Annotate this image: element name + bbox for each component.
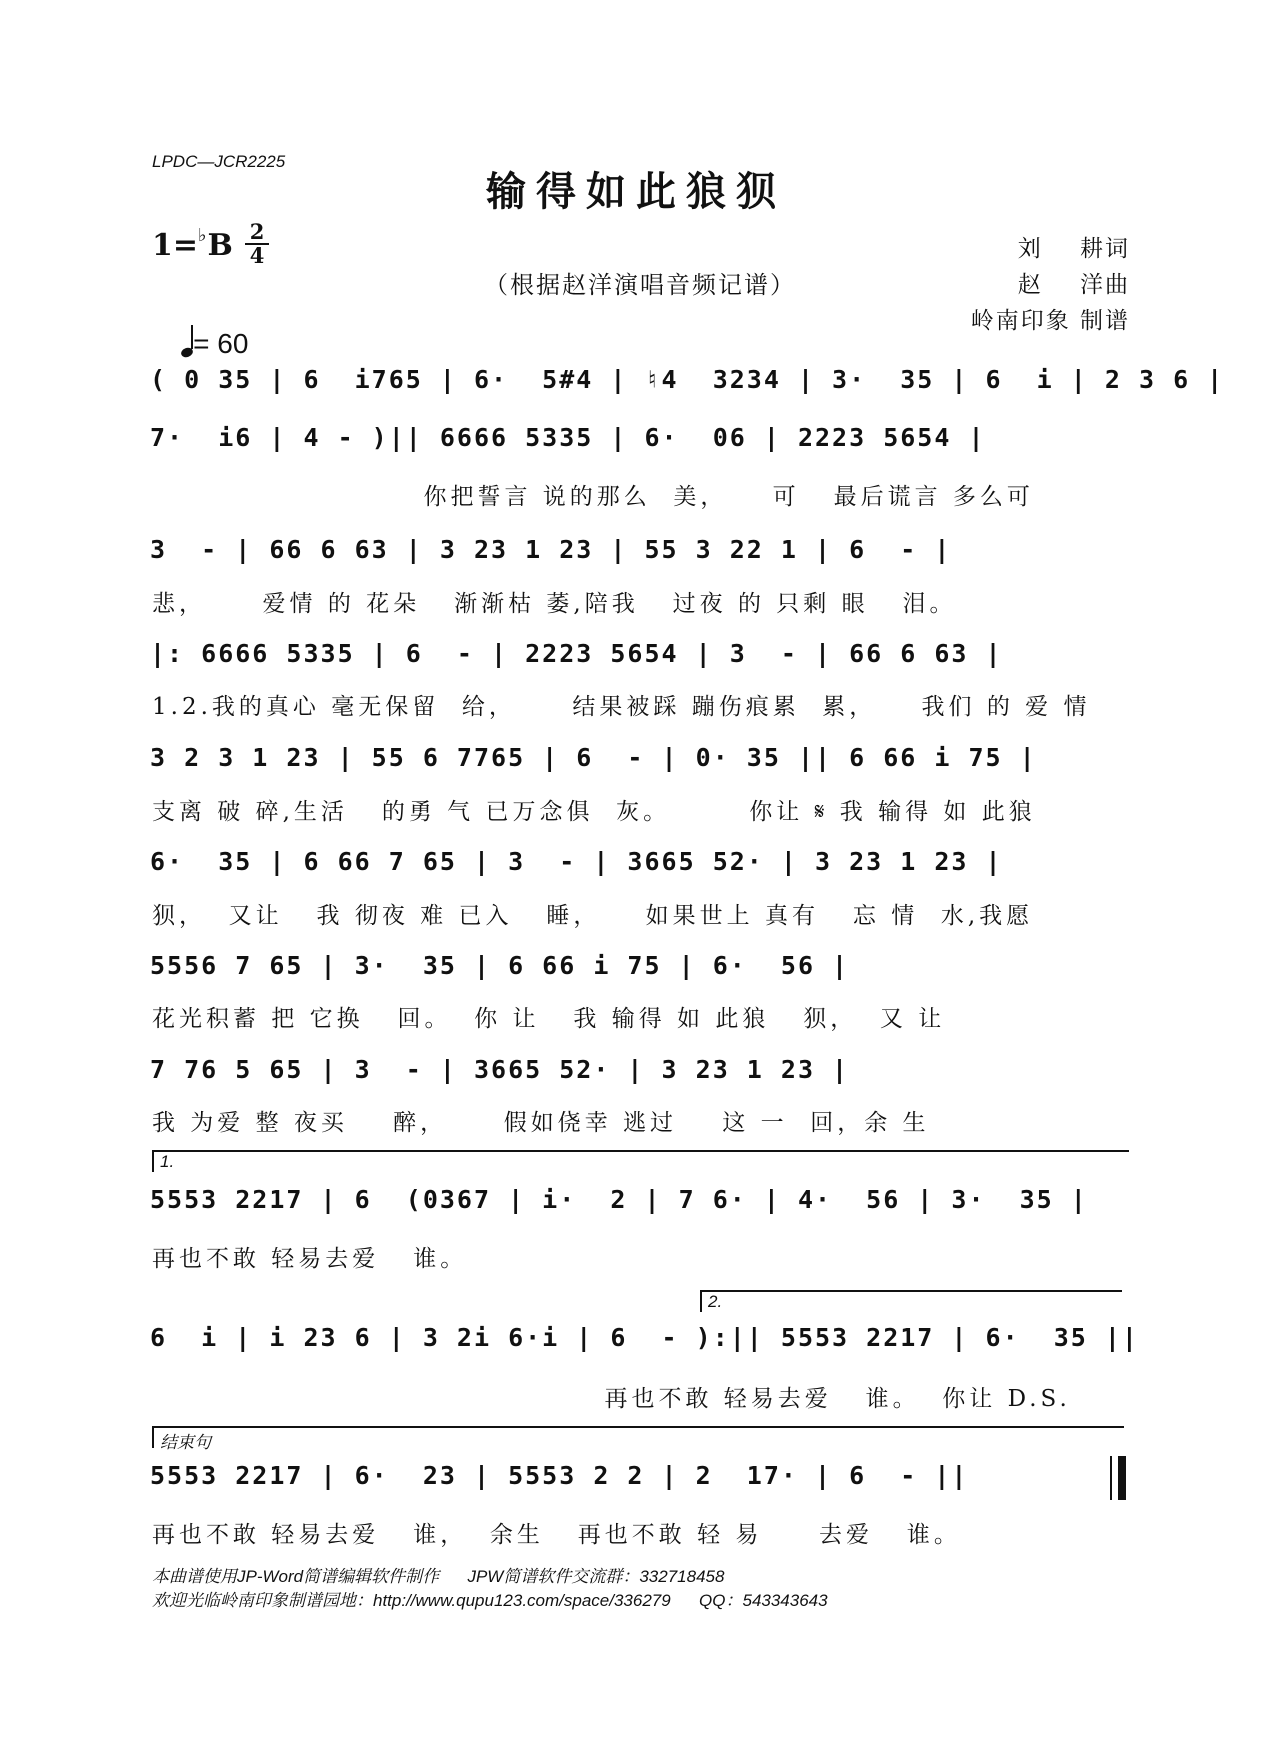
footer-line-2: 欢迎光临岭南印象制谱园地：http://www.qupu123.com/space/336279 QQ：543343643 xyxy=(152,1591,828,1610)
lyrics-row-6: 狈， 又让 我 彻夜 难 已入 睡， 如果世上 真有 忘 情 水,我愿 xyxy=(152,903,1034,929)
music-row-6: 6· 35 | 6 66 7 65 | 3 - | 3665 52· | 3 23 1 23 | xyxy=(150,847,1003,876)
volta-second-ending: 2. xyxy=(700,1290,1122,1312)
music-row-10: 6 i | i 23 6 | 3 2i 6·i | 6 - ):|| 5553 2217 | 6· 35 || xyxy=(150,1323,1139,1352)
music-row-3: 3 - | 66 6 63 | 3 23 1 23 | 55 3 22 1 | 6 - | xyxy=(150,535,952,564)
lyrics-row-3: 悲， 爱情 的 花朵 渐渐枯 萎,陪我 过夜 的 只剩 眼 泪。 xyxy=(152,591,957,617)
music-row-4: |: 6666 5335 | 6 - | 2223 5654 | 3 - | 66 6 63 | xyxy=(150,639,1003,668)
lyrics-row-7: 花光积蓄 把 它换 回。 你 让 我 输得 如 此狼 狈， 又 让 xyxy=(152,1006,946,1032)
music-row-2: 7· i6 | 4 - )|| 6666 5335 | 6· 06 | 2223 5654 | xyxy=(150,423,986,452)
tempo-mark: = 60 xyxy=(150,296,248,392)
volta-first-ending: 1. xyxy=(152,1150,1129,1172)
lyrics-row-5: 支离 破 碎,生活 的勇 气 已万念俱 灰。 你让 𝄋 我 输得 如 此狼 xyxy=(152,799,1036,825)
time-signature: 2 4 xyxy=(245,221,269,267)
song-title: 输得如此狼狈 xyxy=(486,168,786,215)
music-row-9: 5553 2217 | 6 (0367 | i· 2 | 7 6· | 4· 56 | 3· 35 | xyxy=(150,1185,1088,1214)
lyrics-row-8: 我 为爱 整 夜买 醉， 假如侥幸 逃过 这 一 回，余 生 xyxy=(152,1110,930,1136)
music-row-5: 3 2 3 1 23 | 55 6 7765 | 6 - | 0· 35 || 6 66 i 75 | xyxy=(150,743,1037,772)
credit-composer: 赵 洋曲 xyxy=(1017,272,1130,298)
credit-engraver: 岭南印象 制谱 xyxy=(970,308,1130,334)
lyrics-row-2: 你把誓言 说的那么 美， 可 最后谎言 多么可 xyxy=(152,484,1034,510)
final-barline xyxy=(1118,1456,1126,1500)
score-code: LPDC—JCR2225 xyxy=(152,152,286,171)
music-row-1: ( 0 35 | 6 i765 | 6· 5#4 | ♮4 3234 | 3· 35 | 6 i | 2 3 6 | xyxy=(150,365,1225,394)
lyrics-row-11: 再也不敢 轻易去爱 谁， 余生 再也不敢 轻 易 去爱 谁。 xyxy=(152,1522,961,1548)
credit-lyricist: 刘 耕词 xyxy=(1017,236,1130,262)
lyrics-row-9: 再也不敢 轻易去爱 谁。 xyxy=(152,1246,468,1272)
subtitle: （根据赵洋演唱音频记谱） xyxy=(484,271,796,299)
key-signature: 1=♭B xyxy=(152,225,233,263)
footer-line-1: 本曲谱使用JP-Word简谱编辑软件制作 JPW简谱软件交流群：332718458 xyxy=(152,1567,725,1586)
final-barline-thin xyxy=(1110,1456,1112,1500)
lyrics-row-4: 1.2.我的真心 毫无保留 给， 结果被踩 蹦伤痕累 累， 我们 的 爱 情 xyxy=(152,694,1091,720)
lyrics-row-10: 再也不敢 轻易去爱 谁。 你让 D.S. xyxy=(152,1386,1071,1412)
music-row-11: 5553 2217 | 6· 23 | 5553 2 2 | 2 17· | 6 - || xyxy=(150,1461,969,1490)
volta-coda: 结束句 xyxy=(152,1426,1124,1448)
music-row-8: 7 76 5 65 | 3 - | 3665 52· | 3 23 1 23 | xyxy=(150,1055,850,1084)
music-row-7: 5556 7 65 | 3· 35 | 6 66 i 75 | 6· 56 | xyxy=(150,951,850,980)
